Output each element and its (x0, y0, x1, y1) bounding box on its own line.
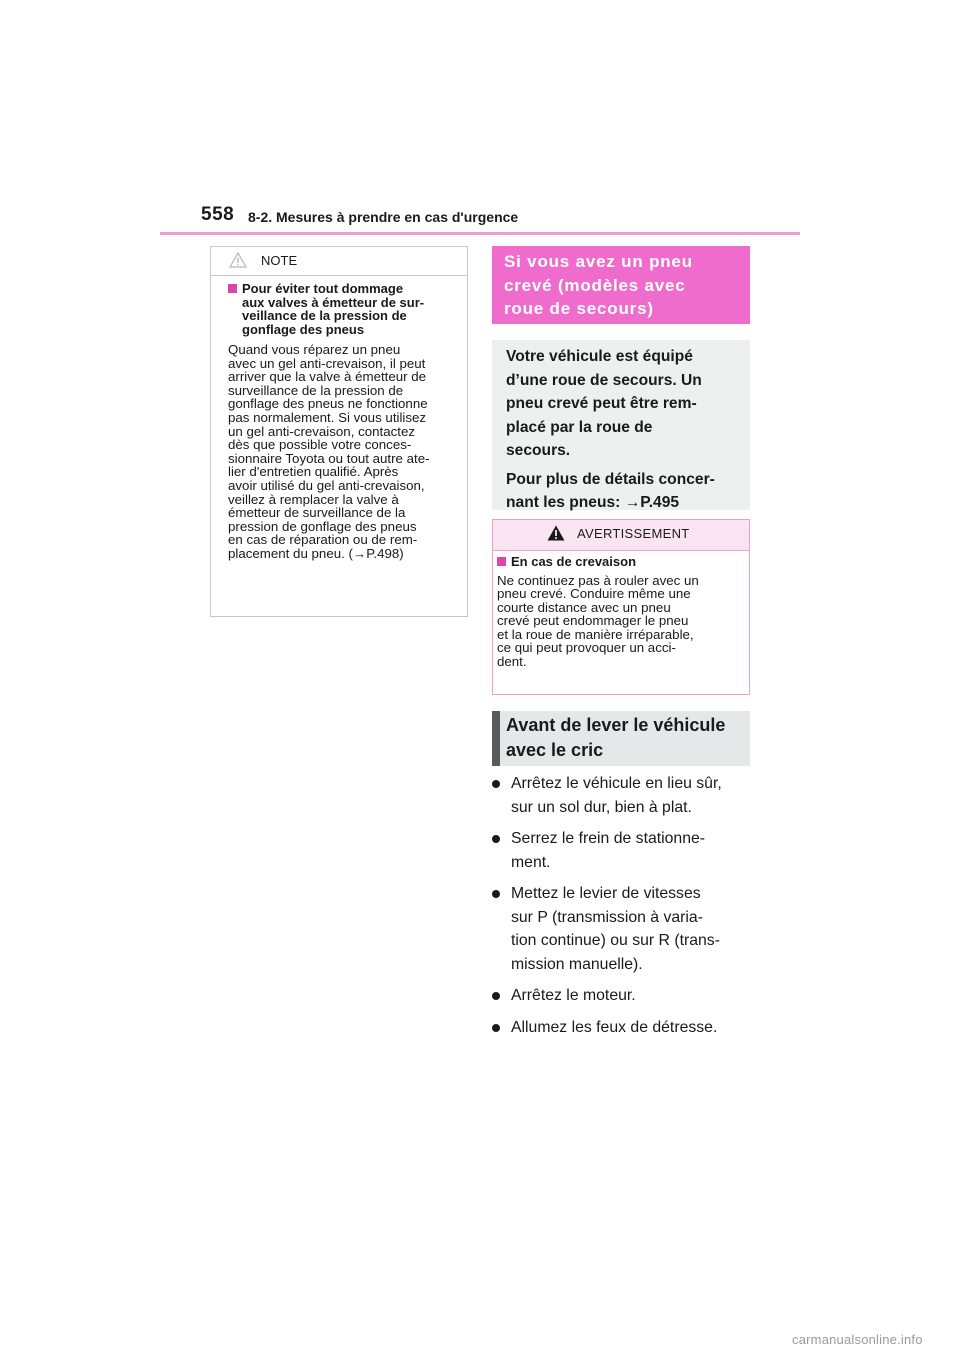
note-box (210, 246, 468, 617)
note-text-line: lier d'entretien qualifié. Après (228, 464, 399, 480)
spare-wheel-info-box (492, 340, 750, 510)
warning-heading (497, 555, 743, 569)
list-item-line: ment. (511, 853, 551, 871)
note-text-line: pression de gonflage des pneus (228, 518, 417, 534)
warning-box (492, 519, 750, 695)
note-text-line: avec un gel anti-crevaison, il peut (228, 355, 426, 371)
note-label: NOTE (261, 253, 298, 268)
note-body (211, 276, 467, 561)
warning-heading-text: En cas de crevaison (511, 554, 637, 569)
list-item-line: sur un sol dur, bien à plat. (511, 798, 692, 816)
list-item (492, 984, 752, 1008)
info-line: secours. (506, 442, 571, 459)
warning-text-line: pneu crevé. Conduire même une (497, 586, 691, 602)
warning-text-line: et la roue de manière irréparable, (497, 626, 694, 642)
list-item (492, 827, 752, 874)
info-line: Votre véhicule est équipé (506, 348, 693, 365)
list-item-line: Arrêtez le véhicule en lieu sûr, (511, 775, 722, 792)
info-line-page-reference[interactable]: nant les pneus: →P.495 (506, 494, 680, 511)
info-paragraph-reference (506, 468, 742, 515)
flat-tire-heading-line: roue de secours) (504, 299, 654, 318)
note-text-line: gonflage des pneus ne fonctionne (228, 396, 428, 412)
info-line: placé par la roue de (506, 418, 653, 436)
note-heading-line: aux valves à émetteur de sur- (242, 294, 425, 310)
caution-triangle-icon (229, 252, 247, 268)
page-number: 558 (201, 204, 235, 225)
preparation-steps-list (492, 772, 752, 1047)
note-heading-line: veillance de la pression de (242, 308, 407, 323)
list-item (492, 1016, 752, 1040)
note-text-line: pas normalement. Si vous utilisez (228, 409, 427, 425)
warning-text-line: Ne continuez pas à rouler avec un (497, 572, 699, 588)
note-text-line: surveillance de la pression de (228, 382, 404, 398)
list-item (492, 882, 752, 976)
note-text (228, 343, 459, 561)
note-text-line: placement du pneu. (→P.498) (228, 545, 404, 561)
note-heading-line: gonflage des pneus (242, 321, 365, 337)
note-text-line: Quand vous réparez un pneu (228, 342, 401, 357)
list-item-line: sur P (transmission à varia- (511, 908, 703, 926)
warning-header (493, 520, 749, 551)
list-item (492, 772, 752, 819)
note-heading (228, 282, 459, 336)
square-bullet-icon (228, 284, 237, 293)
note-heading-line: Pour éviter tout dommage (242, 281, 404, 296)
list-item-line: Mettez le levier de vitesses (511, 885, 701, 902)
header-rule (160, 232, 800, 235)
jack-heading-line: avec le cric (506, 740, 604, 760)
list-item-line: Serrez le frein de stationne- (511, 830, 706, 847)
warning-text-line: courte distance avec un pneu (497, 599, 671, 615)
note-text-line: émetteur de surveillance de la (228, 505, 406, 521)
flat-tire-heading-line: Si vous avez un pneu (504, 252, 693, 271)
note-text-line: dès que possible votre conces- (228, 437, 412, 453)
page-header (160, 204, 800, 236)
note-text-line: un gel anti-crevaison, contactez (228, 423, 416, 439)
info-line: Pour plus de détails concer- (506, 470, 715, 488)
info-line: d’une roue de secours. Un (506, 371, 702, 389)
warning-text-line: dent. (497, 654, 527, 670)
square-bullet-icon (497, 557, 506, 566)
flat-tire-heading (492, 246, 750, 324)
jack-heading (492, 711, 750, 766)
note-text-line: arriver que la valve à émetteur de (228, 369, 427, 385)
flat-tire-heading-line: crevé (modèles avec (504, 275, 686, 295)
note-text-line: sionnaire Toyota ou tout autre ate- (228, 450, 430, 466)
info-paragraph (506, 345, 742, 463)
warning-label: AVERTISSEMENT (577, 526, 690, 541)
note-text-line: veillez à remplacer la valve à (228, 491, 399, 507)
list-item-line: Arrêtez le moteur. (511, 987, 636, 1004)
note-header (211, 247, 467, 276)
warning-triangle-icon (547, 525, 565, 541)
note-text-line: en cas de réparation ou de rem- (228, 532, 418, 548)
list-item-line: Allumez les feux de détresse. (511, 1018, 718, 1036)
list-item-line: mission manuelle). (511, 955, 643, 973)
section-title: 8-2. Mesures à prendre en cas d'urgence (248, 209, 519, 225)
warning-body (493, 551, 749, 669)
watermark: carmanualsonline.info (792, 1332, 923, 1347)
jack-heading-line: Avant de lever le véhicule (506, 715, 726, 735)
note-text-line: avoir utilisé du gel anti-crevaison, (228, 477, 425, 493)
warning-text (497, 574, 743, 669)
list-item-line: tion continue) ou sur R (trans- (511, 932, 720, 949)
info-line: pneu crevé peut être rem- (506, 395, 697, 412)
warning-text-line: ce qui peut provoquer un acci- (497, 640, 676, 656)
warning-text-line: crevé peut endommager le pneu (497, 613, 689, 629)
